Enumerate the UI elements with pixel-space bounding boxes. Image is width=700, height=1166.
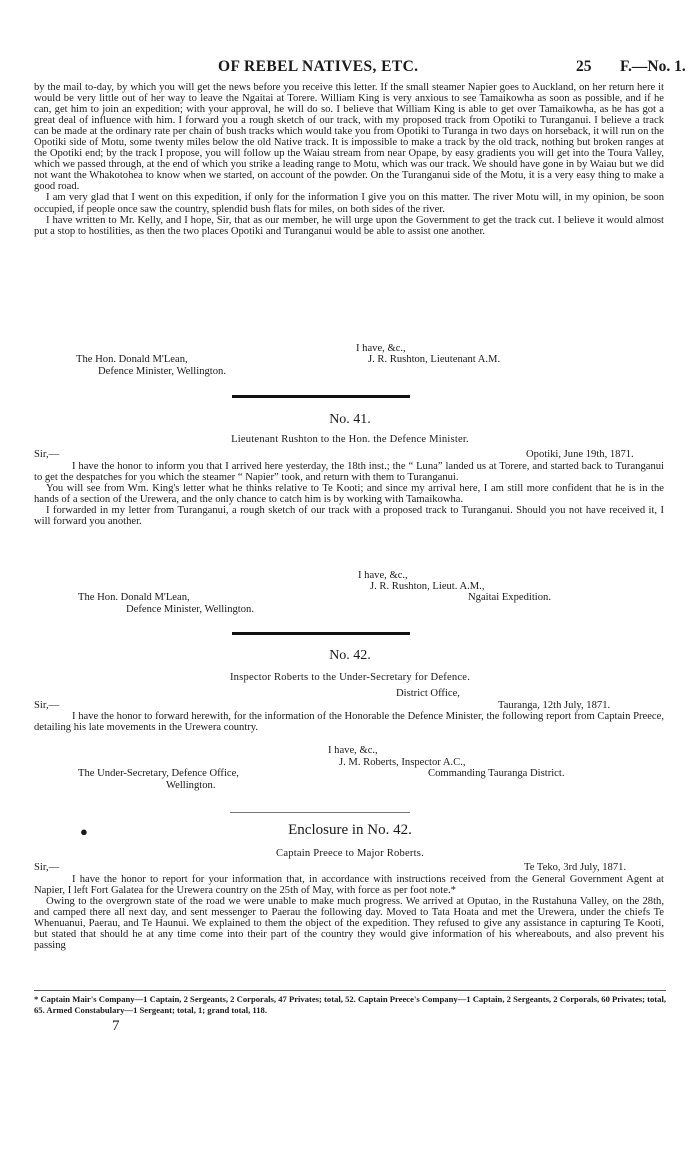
footnote: * Captain Mair's Company—1 Captain, 2 Sergeants, 2 Corporals, 47 Privates; total, 52. Captain Preece's Company—1 Captain, 2 Sergeants, 2 Corporals, 60 Privates; total, 65. Armed Constabulary—1 Sergeant; total, 1; grand total, 118.	[34, 994, 666, 1015]
letter-41-body	[34, 461, 664, 527]
section-heading-41: No. 41.	[329, 412, 371, 427]
footnote-divider	[34, 990, 666, 991]
salutation: Sir,—	[34, 862, 60, 873]
opening-letter-body	[34, 82, 664, 237]
addressee-line-2: Defence Minister, Wellington.	[126, 604, 254, 615]
paragraph: I have written to Mr. Kelly, and I hope, Sir, that as our member, he will urge upon the Government to get the track cut. I believe it would almost put a stop to hostilities, as then the two places Opotiki and Turanganui would be able to assist one another.	[34, 214, 664, 237]
paragraph: I have the honor to report for your information that, in accordance with instructions received from the General Government Agent at Napier, I left Fort Galatea for the Urewera country on the 25th of May, with force as per foot note.*	[34, 874, 664, 897]
section-subheading-42: Inspector Roberts to the Under-Secretary for Defence.	[229, 672, 471, 683]
addressee: The Under-Secretary, Defence Office,	[78, 768, 239, 779]
paragraph: I have the honor to inform you that I arrived here yesterday, the 18th inst.; the “ Luna” landed us at Torere, and started back to Turanganui to get the despatches for you which the steamer “ Napier” took, and return with them to Turanganui.	[34, 461, 664, 484]
place-date: Te Teko, 3rd July, 1871.	[524, 862, 627, 873]
section-heading-42: No. 42.	[329, 648, 371, 663]
addressee: The Hon. Donald M'Lean,	[76, 354, 188, 365]
section-divider	[230, 812, 410, 813]
signature: J. R. Rushton, Lieutenant A.M.	[368, 354, 501, 365]
salutation: Sir,—	[34, 449, 60, 460]
salutation: Sir,—	[34, 700, 60, 711]
signature: J. M. Roberts, Inspector A.C.,	[339, 757, 466, 768]
office: District Office,	[396, 688, 460, 699]
page-number: 25	[576, 58, 592, 75]
enclosure-subheading: Captain Preece to Major Roberts.	[276, 848, 424, 859]
signature: J. R. Rushton, Lieut. A.M.,	[370, 581, 485, 592]
signature-line-2: Commanding Tauranga District.	[428, 768, 565, 779]
ink-mark-icon: ●	[80, 824, 88, 839]
running-title: OF REBEL NATIVES, ETC.	[218, 58, 419, 75]
paragraph: You will see from Wm. King's letter what he thinks relative to Te Kooti; and since my arrival here, I am still more confident that he is in the hands of a section of the Urewera, and the only chance to catch him is by working with Tamaikowha.	[34, 483, 664, 506]
section-divider	[232, 632, 410, 635]
letter-42-body	[34, 711, 664, 733]
signature-line-2: Ngaitai Expedition.	[468, 592, 551, 603]
addressee-line-2: Defence Minister, Wellington.	[98, 366, 226, 377]
place-date: Tauranga, 12th July, 1871.	[498, 700, 611, 711]
closing: I have, &c.,	[328, 745, 378, 756]
place-date: Opotiki, June 19th, 1871.	[526, 449, 634, 460]
addressee: The Hon. Donald M'Lean,	[78, 592, 190, 603]
paragraph: Owing to the overgrown state of the road we were unable to make much progress. We arrived at Oputao, in the Rustahuna Valley, on the 28th, and camped there all next day, and sent messenger to Paerau the following day. Moved to Tata Hoata and met the Urewera, under the chiefs Te Whenuanui, Paerau, and Te Haunui. We explained to them the object of the expedition. They refused to give any assistance in capturing Te Kooti, but stated that should he at any time come into their part of the country they would give information of his whereabouts, and also prevent his passing	[34, 896, 664, 952]
paragraph: by the mail to-day, by which you will get the news before you receive this letter. If the small steamer Napier goes to Auckland, on her return here it would be very little out of her way to leave the Ngaitai at Torere. William King is very anxious to see Tamaikowha as soon as possible, and if he can, get him to join an expedition; with your approval, he will do so. I believe that William King is able to get over Tamaikowha, as he has got a great deal of influence with him. I forward you a rough sketch of our track, with my proposed track from Opotiki to Turanganui. I believe a track can be made at the ordinary rate per chain of bush tracks which would take you from Opotiki to Turanga in two days on horseback, it will run on the Opotiki side of Motu, some twenty miles below the old Native track. It is impossible to make a track by the old track, nothing but broken ranges at the Opotiki end; by the track I propose, you will follow up the Waiau stream from near Opape, by easy gradients you will get into the Toura Valley, which we passed through, at the end of which you strike a leading range to Motu, which was our track. We should have gone in by Waiau but we did not want the Whakotohea to know when we started, on account of the powder. On the Turanganui side of the Motu, it is a very easy thing to make a good road.	[34, 82, 664, 193]
paragraph: I have the honor to forward herewith, for the information of the Honorable the Defence Minister, the following report from Captain Preece, detailing his late movements in the Urewera country.	[34, 711, 664, 734]
page-header	[0, 58, 700, 78]
paragraph: I am very glad that I went on this expedition, if only for the information I give you on this matter. The river Motu will, in my opinion, be soon occupied, if people once saw the country, splendid bush flats for miles, on both sides of the river.	[34, 192, 664, 215]
closing: I have, &c.,	[356, 343, 406, 354]
paragraph: I forwarded in my letter from Turanganui, a rough sketch of our track with a proposed track to Turanganui. Should you not have received it, I will forward you another.	[34, 505, 664, 528]
section-divider	[232, 395, 410, 398]
document-reference: F.—No. 1.	[620, 58, 686, 75]
enclosure-body	[34, 874, 664, 951]
printer-signature-mark: 7	[112, 1018, 120, 1034]
closing: I have, &c.,	[358, 570, 408, 581]
section-subheading-41: Lieutenant Rushton to the Hon. the Defence Minister.	[231, 434, 469, 445]
addressee-line-2: Wellington.	[166, 780, 216, 791]
enclosure-heading: Enclosure in No. 42.	[288, 822, 412, 838]
